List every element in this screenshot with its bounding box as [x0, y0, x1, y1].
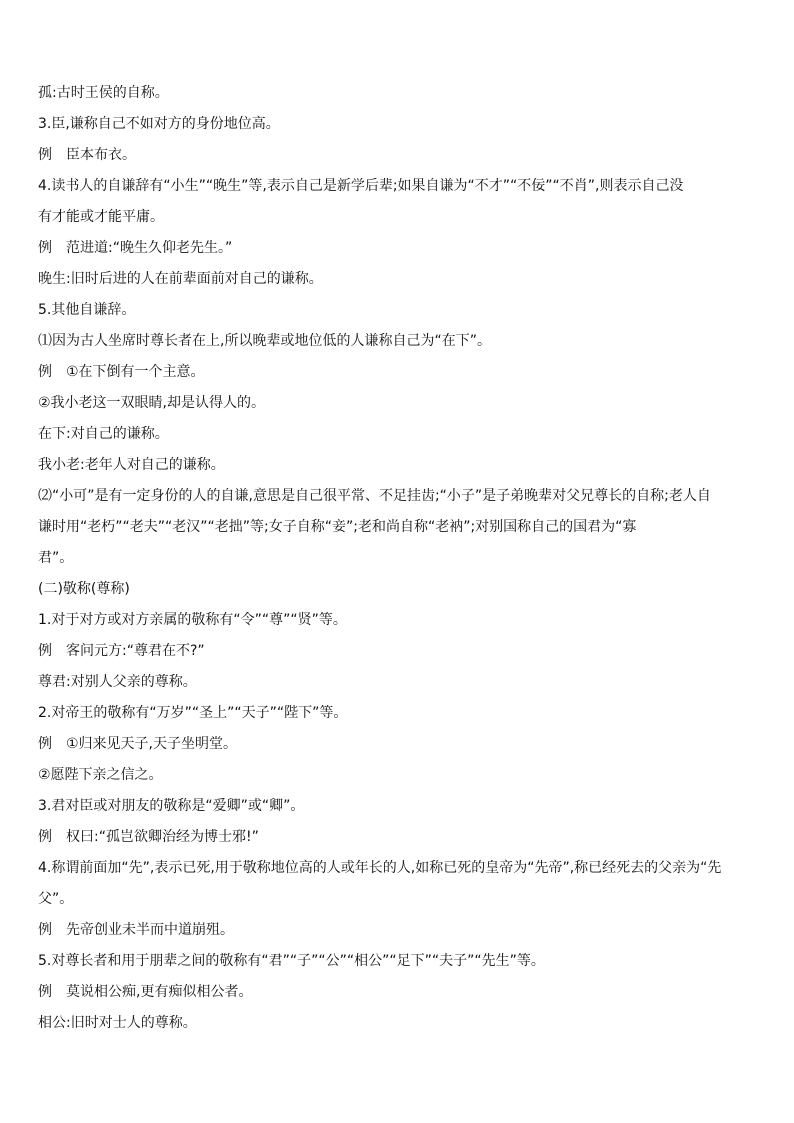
text-line: 5.其他自谦辞。	[38, 302, 136, 318]
text-line: 3.臣,谦称自己不如对方的身份地位高。	[38, 116, 280, 132]
example-line: ②愿陛下亲之信之。	[38, 767, 163, 783]
text-line: ⑵“小可”是有一定身份的人的自谦,意思是自己很平常、不足挂齿;“小子”是子弟晚辈对父兄尊长的自称;老人自	[38, 488, 711, 504]
example-line: 例 ①归来见天子,天子坐明堂。	[38, 736, 238, 752]
text-line: 尊君:对别人父亲的尊称。	[38, 674, 197, 690]
document-body	[38, 78, 760, 1039]
example-line: 例 莫说相公痴,更有痴似相公者。	[38, 984, 253, 1000]
example-line: 例 客问元方:“尊君在不?”	[38, 643, 205, 659]
text-line: 4.读书人的自谦辞有“小生”“晚生”等,表示自己是新学后辈;如果自谦为“不才”“不佞”“不肖”,则表示自己没	[38, 178, 684, 194]
text-line: 父”。	[38, 891, 74, 907]
example-line: 例 范进道:“晚生久仰老先生。”	[38, 240, 233, 256]
text-line: 谦时用“老朽”“老夫”“老汉”“老拙”等;女子自称“妾”;老和尚自称“老衲”;对别国称自己的国君为“寡	[38, 519, 637, 535]
example-line: 例 臣本布衣。	[38, 147, 136, 163]
text-line: 5.对尊长者和用于朋辈之间的敬称有“君”“子”“公”“相公”“足下”“夫子”“先生”等。	[38, 953, 545, 969]
example-line: ②我小老这一双眼睛,却是认得人的。	[38, 395, 266, 411]
text-line: 孤:古时王侯的自称。	[38, 85, 169, 101]
text-line: 4.称谓前面加“先”,表示已死,用于敬称地位高的人或年长的人,如称已死的皇帝为“先帝”,称已经死去的父亲为“先	[38, 860, 722, 876]
example-line: 例 先帝创业未半而中道崩殂。	[38, 922, 234, 938]
example-line: 例 权曰:“孤岂欲卿治经为博士邪!”	[38, 829, 259, 845]
text-line: ⑴因为古人坐席时尊长者在上,所以晚辈或地位低的人谦称自己为“在下”。	[38, 333, 491, 349]
text-line: 晚生:旧时后进的人在前辈面前对自己的谦称。	[38, 271, 323, 287]
text-line: 相公:旧时对士人的尊称。	[38, 1015, 197, 1031]
text-line: 我小老:老年人对自己的谦称。	[38, 457, 225, 473]
text-line: 在下:对自己的谦称。	[38, 426, 169, 442]
section-heading: (二)敬称(尊称)	[38, 581, 130, 597]
text-line: 有才能或才能平庸。	[38, 209, 164, 225]
text-line: 3.君对臣或对朋友的敬称是“爱卿”或“卿”。	[38, 798, 305, 814]
text-line: 君”。	[38, 550, 74, 566]
text-line: 2.对帝王的敬称有“万岁”“圣上”“天子”“陛下”等。	[38, 705, 348, 721]
example-line: 例 ①在下倒有一个主意。	[38, 364, 205, 380]
text-line: 1.对于对方或对方亲属的敬称有“令”“尊”“贤”等。	[38, 612, 347, 628]
